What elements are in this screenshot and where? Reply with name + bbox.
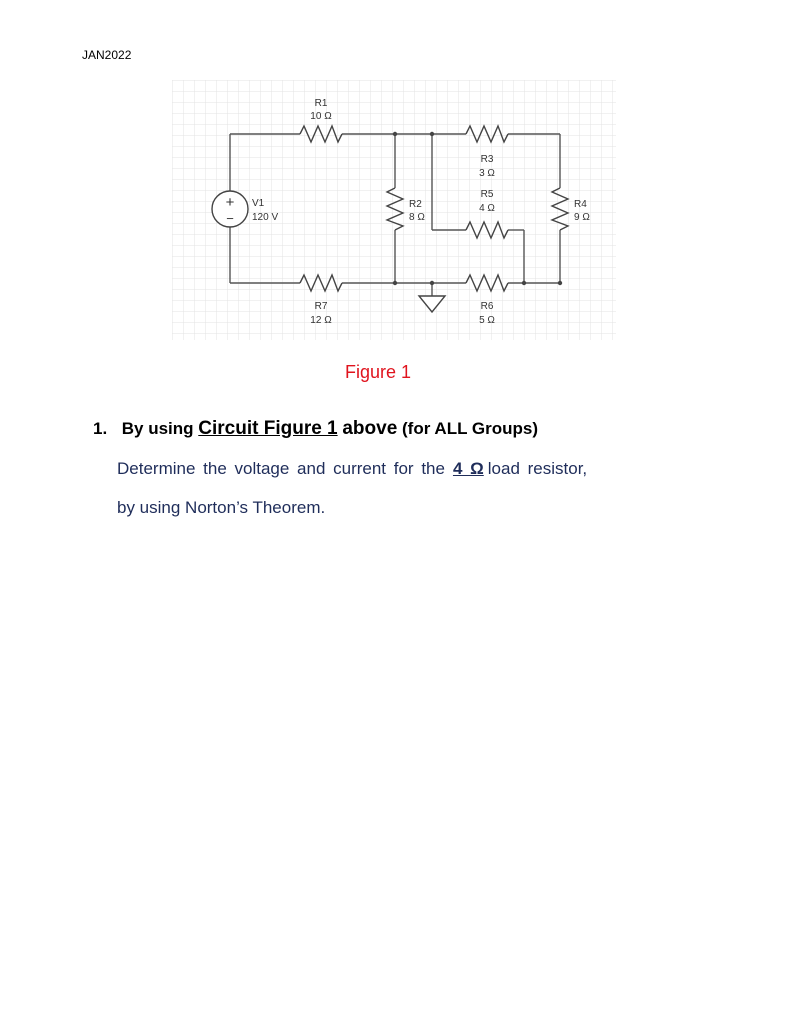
figure-caption: Figure 1: [345, 362, 412, 382]
r6-value: 5 Ω: [479, 315, 495, 326]
r5-name: R5: [480, 189, 494, 200]
r1-name: R1: [314, 98, 328, 109]
header-code: JAN2022: [82, 48, 132, 62]
r3-value: 3 Ω: [479, 168, 495, 179]
r1-value: 10 Ω: [310, 111, 332, 122]
source-value: 120 V: [252, 212, 279, 223]
r6-name: R6: [480, 301, 494, 312]
line1-post: load resistor,: [487, 459, 588, 478]
source-minus: −: [226, 211, 234, 226]
question-above: above: [342, 418, 398, 439]
question-heading: [93, 418, 538, 440]
r2-value: 8 Ω: [409, 212, 425, 223]
question-line-2: by using Norton’s Theorem.: [117, 498, 326, 517]
question-groups: (for ALL Groups): [402, 419, 538, 438]
source-plus: +: [225, 194, 235, 211]
r2-name: R2: [409, 199, 422, 210]
r7-value: 12 Ω: [310, 315, 332, 326]
question-number: 1.: [93, 419, 108, 438]
question-lead: By using: [121, 419, 194, 438]
r4-value: 9 Ω: [574, 212, 590, 223]
r3-name: R3: [480, 154, 494, 165]
circuit-figure: [172, 80, 616, 340]
r4-name: R4: [574, 199, 587, 210]
figure-reference: Circuit Figure 1: [198, 418, 338, 439]
line1-pre: Determine the voltage and current for the: [117, 459, 445, 478]
r5-value: 4 Ω: [479, 203, 495, 214]
r7-name: R7: [314, 301, 328, 312]
question-line-1: [117, 459, 587, 479]
source-name: V1: [252, 198, 265, 209]
load-resistor-value: 4 Ω: [452, 459, 484, 478]
